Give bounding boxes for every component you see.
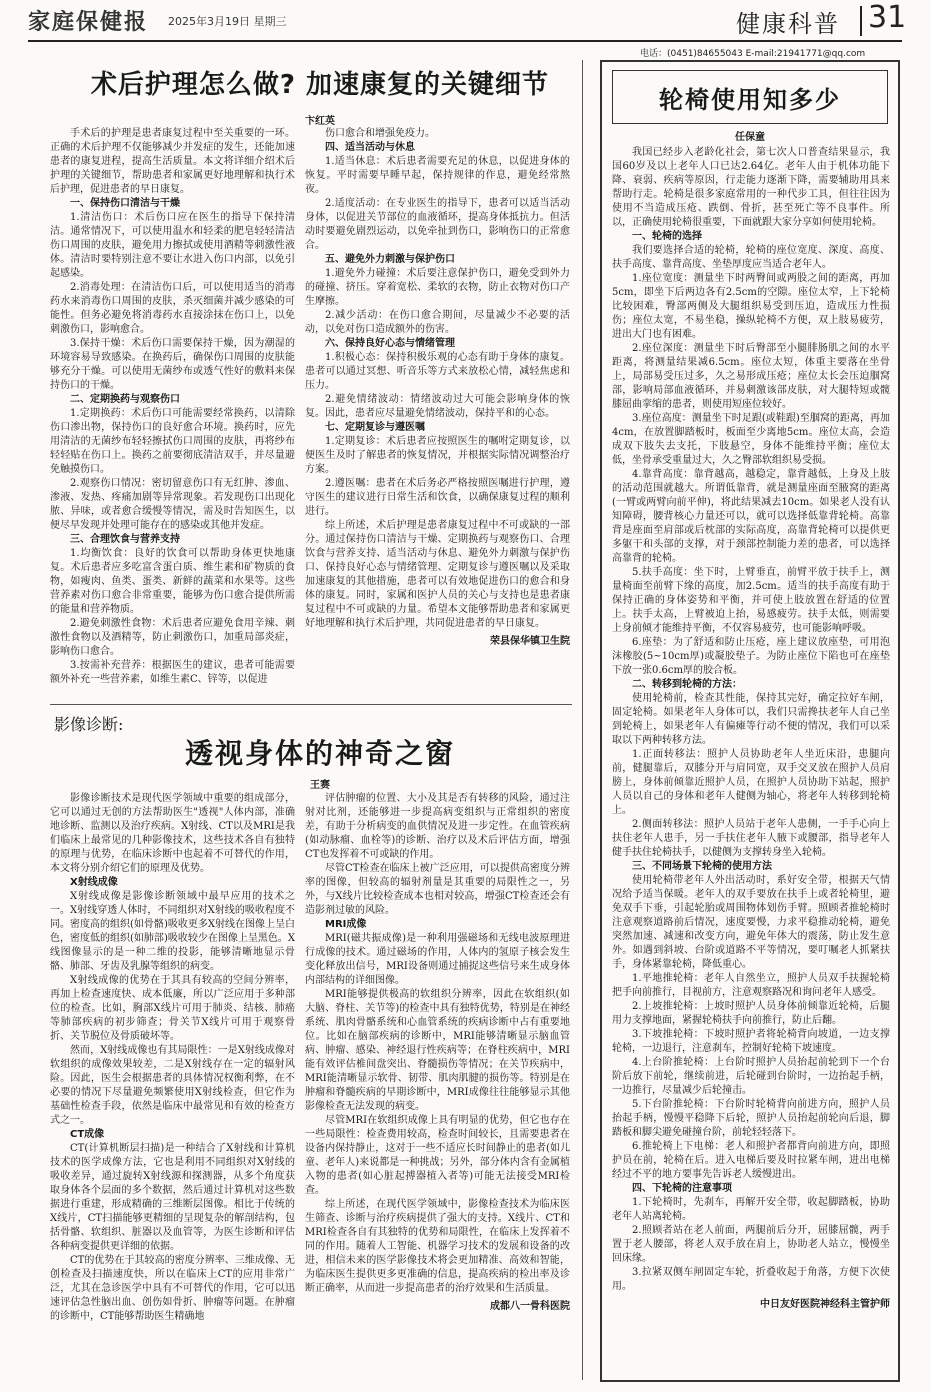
section-heading: 四、适当活动与休息 — [325, 142, 415, 153]
paragraph: 使用轮椅带老年人外出活动时，系好安全带，根据天气情况给予适当保暖。老年人的双手要放在扶手上或者轮椅里，避免双手下垂，引起轮胎或周围物体划伤手臂。照顾者推轮椅时注意观察道路前后情况，速度要慢，力求平稳推动轮椅，避免突然加速、减速和改变方向，避免年体大的震荡，防止发生意外。如遇到斜坡、台阶或道路不平等情况，要叮嘱老人抓紧扶手，身体紧靠轮椅，降低重心。 — [612, 875, 890, 970]
paragraph: 1.平地推轮椅：老年人自然坐立，照护人员双手扶握轮椅把手向前推行，目视前方，注意观察路况和询问老年人感受。 — [612, 973, 890, 998]
newspaper-name: 家庭保健报 — [28, 10, 149, 35]
section-heading: 一、轮椅的选择 — [632, 231, 702, 242]
paragraph: 2.照顾者站在老人前面，两腿前后分开，屈膝屈髋，两手置于老人腰部，将老人双手放在肩上，协助老人站立，慢慢坐回床缘。 — [612, 1225, 890, 1264]
article2-title: 透视身体的神奇之窗 — [184, 737, 455, 770]
paragraph: 1.定期复诊：术后患者应按照医生的嘱咐定期复诊，以便医生及时了解患者的恢复情况，并根据实际情况调整治疗方案。 — [305, 436, 570, 475]
paragraph: 1.清洁伤口：术后伤口应在医生的指导下保持清洁。通常情况下，可以使用温水和轻柔的肥皂轻轻清洁伤口周围的皮肤，避免用力擦拭或使用酒精等刺激性液体。清洁时要特别注意不要让水进入伤口内部，以免引起感染。 — [50, 212, 295, 279]
paragraph: MRI(磁共振成像)是一种利用强磁场和无线电波原理进行成像的技术。通过磁场的作用，人体内的氢原子核会发生变化释放出信号，MRI设备则通过捕捉这些信号来生成身体内部结构的详细图像。 — [305, 933, 570, 986]
section-heading: 六、保持良好心态与情绪管理 — [325, 338, 455, 349]
paragraph: 6.推轮椅上下电梯：老人和照护者都背向前进方向，即照护员在前，轮椅在后。进入电梯后要及时拉紧车闸，进出电梯经过不平的地方要事先告诉老人缓慢进出。 — [612, 1141, 890, 1180]
paragraph: 4.靠背高度：靠背越高，越稳定，靠背越低，上身及上肢的活动范围就越大。所谓低靠背，就是测量座面至腋窝的距离(一臂或两臂向前平伸)，将此结果减去10cm。如果老人没有认知障碍，腰背核心力量还可以，就可以选择低靠背轮椅。高靠背是座面至肩部或后枕部的实际高度，高靠背轮椅可以提供更多躯干和头部的支撑，对于颈部控制能力差的患者，可以选择高靠背的轮椅。 — [612, 469, 890, 564]
paragraph: 2.上坡推轮椅：上坡时照护人员身体前倾靠近轮椅，后腿用力支撑地面，紧握轮椅扶手向前推行，防止后翻。 — [612, 1001, 890, 1026]
paragraph: 1.避免外力碰撞：术后要注意保护伤口，避免受到外力的碰撞、挤压。穿着宽松、柔软的衣物，防止衣物对伤口产生摩擦。 — [305, 268, 570, 307]
section-heading: 二、定期换药与观察伤口 — [70, 394, 180, 405]
paragraph: X射线成像是影像诊断领域中最早应用的技术之一。X射线穿透人体时，不同组织对X射线的吸收程度不同。密度高的组织(如骨骼)吸收更多X射线在图像上呈白色，密度低的组织(如肺部)吸收较少在图像上呈黑色。X线图像显示的是一种二维的投影，能够清晰地显示骨骼、肺部、牙齿及乳腺等组织的病变。 — [50, 891, 295, 972]
paragraph: 5.扶手高度：坐下时，上臂垂直，前臂平放于扶手上，测量椅面至前臂下缘的高度，加2.5cm。适当的扶手高度有助于保持正确的身体姿势和平衡，并可使上肢放置在舒适的位置上。扶手太高，上臂被迫上抬，易感疲劳。扶手太低，则需要上身前倾才能维持平衡，不仅容易疲劳，也可能影响呼吸。 — [612, 567, 890, 634]
section-heading: 五、避免外力刺激与保护伤口 — [325, 254, 455, 265]
section-heading: CT成像 — [70, 1129, 105, 1140]
paragraph: 2.避免刺激性食物：术后患者应避免食用辛辣、刺激性食物以及酒精等，防止刺激伤口，加重局部炎症，影响伤口愈合。 — [50, 618, 295, 657]
section-title: 健康科普 — [736, 10, 840, 38]
issue-date: 2025年3月19日 星期三 — [168, 15, 287, 28]
section-heading: 四、下轮椅的注意事项 — [632, 1183, 732, 1194]
paragraph: X射线成像的优势在于其具有较高的空间分辨率，再加上检查速度快、成本低廉，所以广泛应用于多种部位的检查。比如，胸部X线片可用于肺炎、结核、肺癌等肺部疾病的初步筛查；骨关节X线片可用于观察骨折、关节脱位及骨质破坏等。 — [50, 975, 295, 1042]
article-divider — [50, 704, 572, 705]
paragraph: 综上所述，术后护理是患者康复过程中不可或缺的一部分。通过保持伤口清洁与干燥、定期换药与观察伤口、合理饮食与营养支持、适当活动与休息、避免外力刺激与保护伤口、保持良好心态与情绪管理、定期复诊与遵医嘱以及采取加速康复的其他措施，患者可以有效地促进伤口的愈合和身体的康复。同时，家属和医护人员的关心与支持也是患者康复过程中不可或缺的力量。希望本文能够帮助患者和家属更好地理解和执行术后护理，共同促进患者的早日康复。 — [305, 520, 570, 629]
article2-column-2 — [305, 792, 570, 1382]
paragraph: 然而，X射线成像也有其局限性：一是X射线成像对软组织的成像效果较差，二是X射线存在一定的辐射风险。因此，医生会根据患者的具体情况权衡利弊，在不必要的情况下尽量避免频繁使用X射线检查，但它作为基础性检查手段，依然是临床中最常见和有效的检查方式之一。 — [50, 1045, 295, 1126]
paragraph: 我们要选择合适的轮椅，轮椅的座位宽度、深度、高度、扶手高度、靠背高度、坐垫厚度应当适合老年人。 — [612, 245, 890, 270]
paragraph: 2.侧面转移法：照护人员站于老年人患侧，一手手心向上扶住老年人患手，另一手扶住老年人腋下或腰部，指导老年人健手扶住轮椅扶手，以健侧为支撑转身坐入轮椅。 — [612, 819, 890, 858]
section-heading: X射线成像 — [70, 877, 118, 888]
paragraph: 4.上台阶推轮椅：上台阶时照护人员抬起前轮到下一个台阶后放下前轮，继续前进，后轮碰到台阶时，一边抬起手柄，一边推行，尽量减少后轮撞击。 — [612, 1057, 890, 1096]
paragraph: CT(计算机断层扫描)是一种结合了X射线和计算机技术的医学成像方法，它也是利用不同组织对X射线的吸收差异，通过旋转X射线源和探测器，从多个角度获取身体各个层面的多个数据，然后通过计算机对这些数据进行重建，形成精确的三维断层图像。相比于传统的X线片，CT扫描能够更精细的呈现复杂的解剖结构，包括骨骼、软组织、脏器以及血管等，为医生诊断和评估各种病变提供更详细的依据。 — [50, 1143, 295, 1252]
paragraph: 尽管CT检查在临床上被广泛应用，可以提供高密度分辨率的图像，但较高的辐射剂量是其重要的局限性之一，另外，与X线片比较检查成本也相对较高，增强CT检查还会有造影剂过敏的风险。 — [305, 863, 570, 916]
article1-column-1 — [50, 127, 295, 702]
paragraph: 我国已经步入老龄化社会，第七次人口普查结果显示，我国60岁及以上老年人口已达2.64亿。老年人由于机体功能下降、衰弱、疾病等原因，行走能力逐渐下降，需要辅助用具来帮助行走。轮椅是很多家庭常用的一种代步工具，但往往因为使用不当造成压疮、跌倒、骨折，甚至死亡等不良事件。所以，正确使用轮椅很重要，下面就跟大家分享如何使用轮椅。 — [612, 147, 890, 228]
paragraph: 5.下台阶推轮椅：下台阶时轮椅背向前进方向，照护人员抬起手柄，慢慢平稳降下后轮，照护人员抬起前轮向后退，脚踏板和脚尖避免碰撞台阶，前轮轻轻落下。 — [612, 1099, 890, 1138]
page-number: 31 — [868, 0, 907, 35]
paragraph: 1.积极心态：保持积极乐观的心态有助于身体的康复。患者可以通过冥想、听音乐等方式来放松心情，减轻焦虑和压力。 — [305, 352, 570, 391]
paragraph: CT的优势在于其较高的密度分辨率、三维成像、无创检查及扫描速度快，所以在临床上CT的应用非常广泛，尤其在急诊医学中具有不可替代的作用，它可以迅速评估急性脑出血、创伤如骨折、肿瘤等问题。在肿瘤的诊断中，CT能够帮助医生精确地 — [50, 1255, 295, 1322]
column-divider — [582, 60, 583, 1380]
paragraph: 手术后的护理是患者康复过程中至关重要的一环。正确的术后护理不仅能够减少并发症的发生，还能加速患者的康复进程，提高生活质量。本文将详细介绍术后护理的关键细节，帮助患者和家属更好地理解和执行术后护理，促进患者的早日康复。 — [50, 128, 295, 195]
article3-author: 任保童 — [735, 132, 765, 143]
article1-title: 术后护理怎么做? 加速康复的关键细节 — [90, 70, 550, 100]
paragraph: 3.下坡推轮椅：下坡时照护者将轮椅背向坡道，一边支撑轮椅，一边退行，注意刹车，控制好轮椅下坡速度。 — [612, 1029, 890, 1054]
paragraph: 2.适度活动：在专业医生的指导下，患者可以适当活动身体，以促进关节部位的血液循环，提高身体抵抗力。但活动时要避免剧烈运动，以免牵扯到伤口，影响伤口的正常愈合。 — [305, 198, 570, 251]
section-heading: 三、合理饮食与营养支持 — [70, 534, 180, 545]
paragraph: 3.保持干燥：术后伤口需要保持干燥，因为潮湿的环境容易导致感染。在换药后，确保伤口周围的皮肤能够充分干燥。可以使用无菌纱布或透气性好的敷料来保持伤口的干燥。 — [50, 338, 295, 391]
paragraph: 使用轮椅前，检查其性能，保持其完好，确定拉好车闸，固定轮椅。如果老年人身体可以，我们只需搀扶老年人自己坐到轮椅上，如果老年人有偏瘫等行动不便的情况，我们可以采取以下两种转移方法。 — [612, 693, 890, 746]
paragraph: 伤口愈合和增强免疫力。 — [325, 128, 435, 139]
paragraph: 影像诊断技术是现代医学领域中重要的组成部分，它可以通过无创的方法帮助医生"透视"人体内部，准确地诊断、监测以及治疗疾病。X射线、CT以及MRI是我们临床上最常见的几种影像技术，这些技术各自有独特的原理与优势，在临床诊断中也起着不可替代的作用，本文将分别介绍它们的原理及优势。 — [50, 793, 295, 874]
paragraph: 1.定期换药：术后伤口可能需要经常换药，以清除伤口渗出物，保持伤口的良好愈合环境。换药时，应先用清洁的无菌纱布轻轻擦拭伤口周围的皮肤，再将纱布轻轻贴在伤口上。换药之前要彻底清洁双手，并尽量避免触摸伤口。 — [50, 408, 295, 475]
paragraph: 3.座位高度：测量坐下时足跟(或鞋跟)至腘窝的距离，再加4cm，在放置脚踏板时，板面至少离地5cm。座位太高，会造成双下肢失去支托，下肢悬空，身体不能维持平衡；座位太低，坐骨承受重量过大，久之臀部软组织易受损。 — [612, 413, 890, 466]
section-heading: 三、不同场景下轮椅的使用方法 — [632, 861, 772, 872]
byline-institution: 成都八一骨科医院 — [490, 1301, 570, 1312]
paragraph: 1.下轮椅时，先刹车，再解开安全带，收起脚踏板，协助老年人站离轮椅。 — [612, 1197, 890, 1222]
article1-author: 卞红英 — [305, 116, 335, 127]
paragraph: 2.遵医嘱：患者在术后务必严格按照医嘱进行护理，遵守医生的建议进行日常生活和饮食，以确保康复过程的顺利进行。 — [305, 478, 570, 517]
paragraph: 1.适当休息：术后患者需要充足的休息，以促进身体的恢复。平时需要早睡早起，保持规律的作息，避免经常熬夜。 — [305, 156, 570, 195]
paragraph: 尽管MRI在软组织成像上具有明显的优势，但它也存在一些局限性：检查费用较高，检查时间较长，且需要患者在设备内保持静止，这对于一些不适应长时间静止的患者(如儿童、老年人)来说都是一种挑战；另外，部分体内含有金属植入物的患者(如心脏起搏器植入者等)可能无法接受MRI检查。 — [305, 1115, 570, 1196]
article2-column-1 — [50, 792, 295, 1382]
paragraph: 2.消毒处理：在清洁伤口后，可以使用适当的消毒药水来消毒伤口周围的皮肤，杀灭细菌并减少感染的可能性。但务必避免将消毒药水直接涂抹在伤口上，以免刺激伤口，影响愈合。 — [50, 282, 295, 335]
section-divider — [860, 6, 862, 36]
contact-info: 电话：(0451)84655043 E-mail:21941771@qq.com — [640, 49, 866, 59]
paragraph: 6.座垫：为了舒适和防止压疮，座上建议放座垫，可用泡沫橡胶(5~10cm厚)或凝胶垫子。为防止座位下陷也可在座垫下放一张0.6cm厚的胶合板。 — [612, 637, 890, 676]
paragraph: 评估肿瘤的位置、大小及其是否有转移的风险，通过注射对比剂，还能够进一步提高病变组织与正常组织的密度差，有助于分析病变的血供情况及进一步定性。在血管疾病(如动脉瘤、血栓等)的诊断、治疗以及术后评估方面，增强CT也发挥着不可或缺的作用。 — [305, 793, 570, 860]
paragraph: MRI能够提供极高的软组织分辨率，因此在软组织(如大脑、脊柱、关节等)的检查中具有独特优势，特别是在神经系统、肌肉骨骼系统和心血管系统的疾病诊断中占有重要地位。比如在脑部疾病的诊断中，MRI能够清晰显示脑血管病、肿瘤、感染、神经退行性疾病等；在脊柱疾病中，MRI能有效评估椎间盘突出、脊髓损伤等情况；在关节疾病中，MRI能清晰显示软骨、韧带、肌肉肌腱的损伤等。特别是在肿瘤和脊髓疾病的早期诊断中，MRI成像往往能够显示其他影像检查无法发现的病变。 — [305, 989, 570, 1112]
paragraph: 2.座位深度：测量坐下时后臀部至小腿腓肠肌之间的水平距离，将测量结果减6.5cm。座位太短，体重主要落在坐骨上，局部易受压过多，久之易形成压疮；座位太长会压迫腘窝部，影响局部血液循环，并易刺激该部皮肤，对大腿特短或髋膝屈曲挛缩的患者，则使用短座位较好。 — [612, 343, 890, 410]
section-heading: 七、定期复诊与遵医嘱 — [325, 422, 425, 433]
paragraph: 1.均衡饮食：良好的饮食可以帮助身体更快地康复。术后患者应多吃富含蛋白质、维生素和矿物质的食物，如瘦肉、鱼类、蛋类、新鲜的蔬菜和水果等。这些营养素对伤口愈合非常重要，能够为伤口愈合提供所需的能量和营养物质。 — [50, 548, 295, 615]
masthead-rule — [28, 40, 902, 42]
section-heading: 一、保持伤口清洁与干燥 — [70, 198, 180, 209]
article2-kicker: 影像诊断: — [54, 715, 124, 734]
paragraph: 2.观察伤口情况：密切留意伤口有无红肿、渗血、渗液、发热、疼痛加剧等异常现象。若发现伤口出现化脓、异味，或者愈合缓慢等情况，需及时告知医生，以便尽早发现并处理可能存在的感染或其他并发症。 — [50, 478, 295, 531]
section-heading: 二、转移到轮椅的方法： — [632, 679, 742, 690]
paragraph: 1.座位宽度：测量坐下时两臀间或两股之间的距离，再加5cm，即坐下后两边各有2.5cm的空隙。座位太窄，上下轮椅比较困难，臀部两侧及大腿组织易受到压迫，造成压力性损伤；座位太宽，不易坐稳，操纵轮椅不方便，双上肢易疲劳，进出大门也有困难。 — [612, 273, 890, 340]
article3-title: 轮椅使用知多少 — [659, 85, 841, 114]
article1-column-2 — [305, 127, 570, 702]
paragraph: 3.拉紧双侧车闸固定车轮，折叠收起于角落，方便下次使用。 — [612, 1267, 890, 1292]
paragraph: 1.正面转移法：照护人员协助老年人坐近床沿，患腿向前，健腿靠后，双膝分开与肩同宽，双手交叉放在照护人员肩膀上，身体前倾靠近照护人员，在照护人员协助下站起，照护人员以自己的身体和老年人健侧为轴心，将老年人转移到轮椅上。 — [612, 749, 890, 816]
paragraph: 2.减少活动：在伤口愈合期间，尽量减少不必要的活动，以免对伤口造成额外的伤害。 — [305, 310, 570, 335]
byline-institution: 荣县保华镇卫生院 — [490, 636, 570, 647]
paragraph: 2.避免情绪波动：情绪波动过大可能会影响身体的恢复。因此，患者应尽量避免情绪波动，保持平和的心态。 — [305, 394, 570, 419]
paragraph: 综上所述，在现代医学领域中，影像检查技术为临床医生筛查、诊断与治疗疾病提供了强大的支持。X线片、CT和MRI检查各自有其独特的优势和局限性，在临床上发挥着不同的作用。随着人工智能、机器学习技术的发展和设备的改进，相信未来的医学影像技术将会更加精准、高效和智能，为临床医生提供更多更准确的信息，提高疾病的检出率及诊断正确率，从而进一步提高患者的治疗效果和生活质量。 — [305, 1199, 570, 1294]
article3-body — [612, 146, 890, 1376]
section-heading: MRI成像 — [325, 919, 367, 930]
byline-institution: 中日友好医院神经科主管护师 — [760, 1299, 890, 1310]
paragraph: 3.按需补充营养：根据医生的建议，患者可能需要额外补充一些营养素，如维生素C、锌等，以促进 — [50, 660, 295, 685]
masthead — [0, 0, 930, 44]
article2-author: 王赛 — [310, 780, 330, 791]
